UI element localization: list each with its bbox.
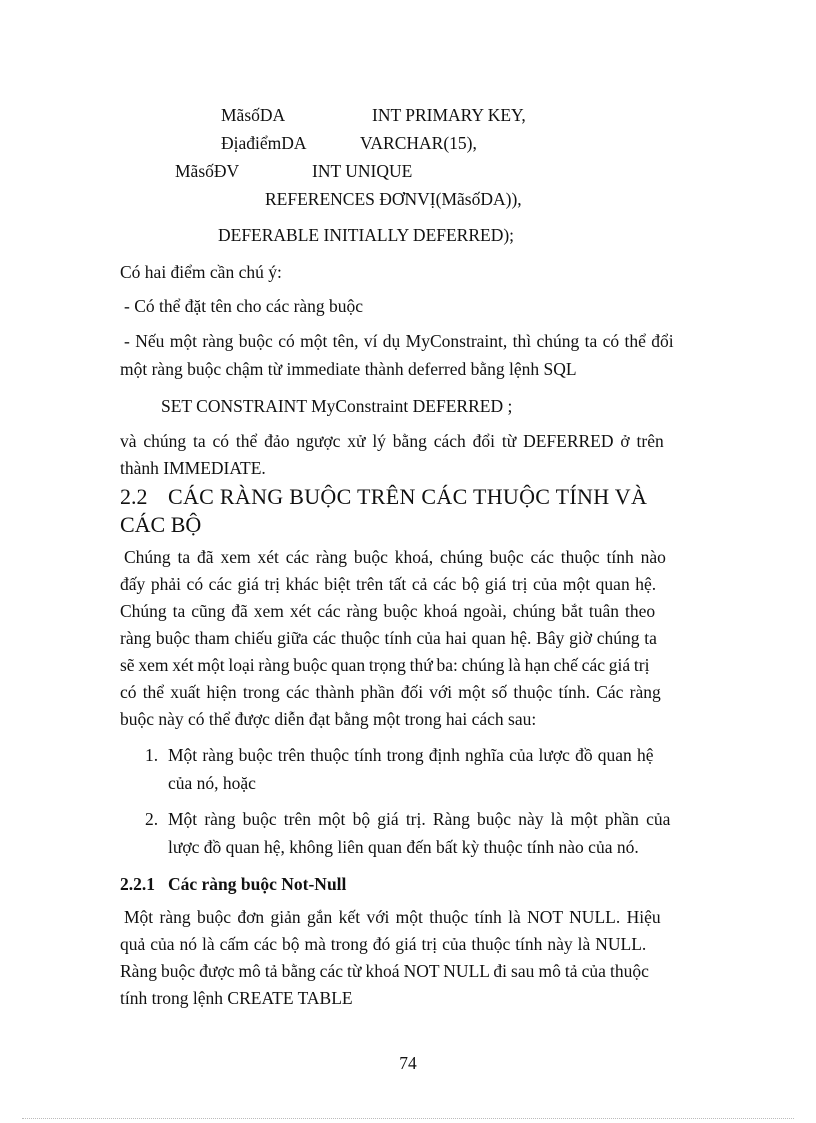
code-line: REFERENCES ĐƠNVỊ(MãsốDA)), xyxy=(265,189,522,209)
paragraph-line: ràng buộc tham chiếu giữa các thuộc tính của hai quan hệ. Bây giờ chúng ta xyxy=(120,628,657,648)
code-col2: INT UNIQUE xyxy=(312,161,413,181)
paragraph-line: có thể xuất hiện trong các thành phần đối với một số thuộc tính. Các ràng xyxy=(120,682,661,702)
paragraph-line: Chúng ta đã xem xét các ràng buộc khoá, chúng buộc các thuộc tính nào xyxy=(124,547,666,567)
list-item-line: lược đồ quan hệ, không liên quan đến bất kỳ thuộc tính nào của nó. xyxy=(168,837,639,857)
paragraph-line: tính trong lệnh CREATE TABLE xyxy=(120,988,353,1008)
paragraph-line: sẽ xem xét một loại ràng buộc quan trọng thứ ba: chúng là hạn chế các giá trị xyxy=(120,655,650,675)
paragraph-line: Ràng buộc được mô tả bằng các từ khoá NOT NULL đi sau mô tả của thuộc xyxy=(120,961,649,981)
notes-intro: Có hai điểm cần chú ý: xyxy=(120,262,282,282)
list-item-line: Một ràng buộc trên một bộ giá trị. Ràng buộc này là một phần của xyxy=(168,809,671,829)
list-number: 1. xyxy=(145,745,159,765)
sql-statement: SET CONSTRAINT MyConstraint DEFERRED ; xyxy=(161,396,513,416)
section-title: CÁC RÀNG BUỘC TRÊN CÁC THUỘC TÍNH VÀ xyxy=(168,484,648,509)
page-bottom-divider xyxy=(22,1118,794,1119)
notes-point-cont: một ràng buộc chậm từ immediate thành deferred bằng lệnh SQL xyxy=(120,359,577,379)
subsection-number: 2.2.1 xyxy=(120,874,155,894)
notes-point: - Có thể đặt tên cho các ràng buộc xyxy=(124,296,364,316)
list-item-line: Một ràng buộc trên thuộc tính trong định nghĩa của lược đồ quan hệ xyxy=(168,745,654,765)
paragraph-line: Chúng ta cũng đã xem xét các ràng buộc khoá ngoài, chúng bắt tuân theo xyxy=(120,601,656,621)
notes-point: - Nếu một ràng buộc có một tên, ví dụ MyConstraint, thì chúng ta có thể đổi xyxy=(124,331,674,351)
code-col1: MãsốDA xyxy=(221,105,286,125)
paragraph-line: buộc này có thể được diễn đạt bằng một trong hai cách sau: xyxy=(120,709,537,729)
list-item-line: của nó, hoặc xyxy=(168,773,256,793)
paragraph-line: đấy phải có các giá trị khác biệt trên tất cả các bộ giá trị của một quan hệ. xyxy=(120,574,657,594)
paragraph-line: quả của nó là cấm các bộ mà trong đó giá trị của thuộc tính này là NULL. xyxy=(120,934,647,954)
code-col1: MãsốĐV xyxy=(175,161,240,181)
page-number: 74 xyxy=(399,1053,417,1073)
code-line: DEFERABLE INITIALLY DEFERRED); xyxy=(218,225,515,245)
notes-after: thành IMMEDIATE. xyxy=(120,458,266,478)
section-number: 2.2 xyxy=(120,484,148,509)
section-title-cont: CÁC BỘ xyxy=(120,512,202,537)
notes-after: và chúng ta có thể đảo ngược xử lý bằng cách đổi từ DEFERRED ở trên xyxy=(120,431,664,451)
subsection-title: Các ràng buộc Not-Null xyxy=(168,874,347,894)
code-col1: ĐịađiểmDA xyxy=(221,133,307,153)
code-col2: VARCHAR(15), xyxy=(360,133,477,153)
list-number: 2. xyxy=(145,809,159,829)
paragraph-line: Một ràng buộc đơn giản gắn kết với một thuộc tính là NOT NULL. Hiệu xyxy=(124,907,661,927)
code-col2: INT PRIMARY KEY, xyxy=(372,105,526,125)
